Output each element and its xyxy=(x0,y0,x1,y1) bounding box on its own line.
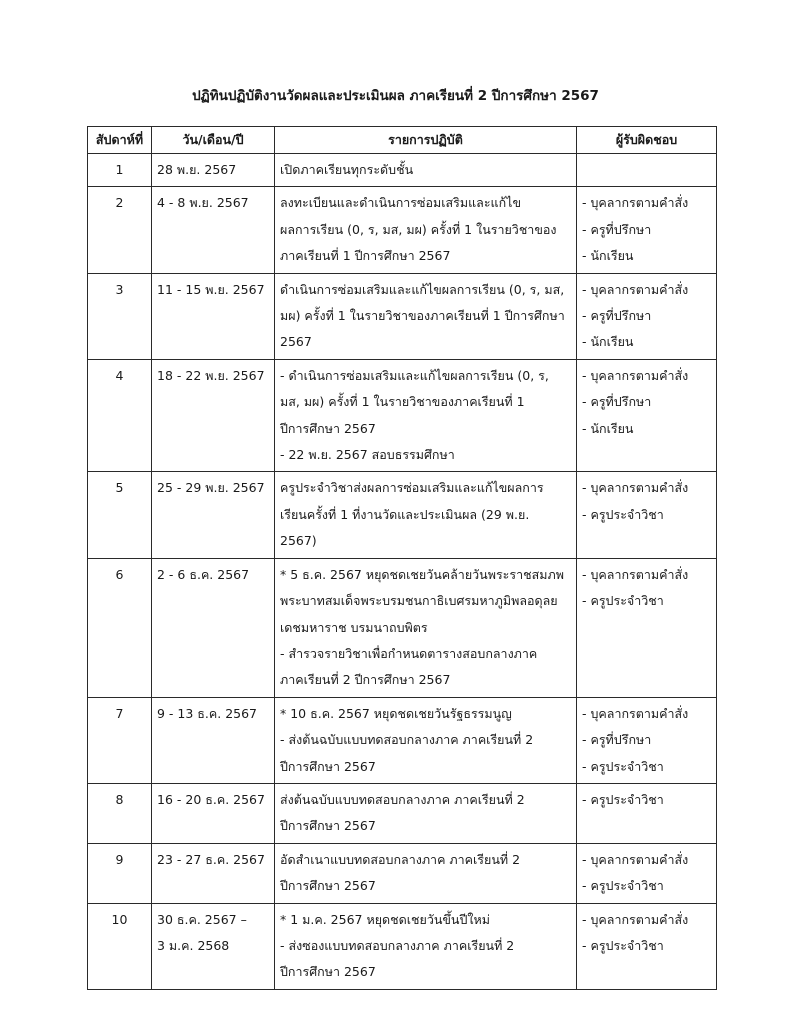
task-line: - สำรวจรายวิชาเพื่อกำหนดตารางสอบกลางภาค xyxy=(280,645,538,661)
task-cell xyxy=(275,903,577,989)
date-cell xyxy=(152,783,275,843)
task-line: พระบาทสมเด็จพระบรมชนกาธิเบศรมหาภูมิพลอดุลย xyxy=(280,593,558,609)
owner-line: - บุคลากรตามคำสั่ง xyxy=(582,566,689,582)
task-line: - ดำเนินการซ่อมเสริมและแก้ไขผลการเรียน (0, ร, xyxy=(280,367,549,383)
table-row xyxy=(88,187,717,273)
week-cell: 3 xyxy=(88,273,152,359)
week-cell: 2 xyxy=(88,187,152,273)
task-cell xyxy=(275,783,577,843)
table-body xyxy=(88,154,717,990)
task-cell xyxy=(275,843,577,903)
task-cell xyxy=(275,472,577,558)
owner-cell xyxy=(577,154,717,187)
week-cell: 6 xyxy=(88,558,152,697)
table-row xyxy=(88,273,717,359)
owner-line: - บุคลากรตามคำสั่ง xyxy=(582,911,689,927)
date-cell xyxy=(152,359,275,472)
task-line: 2567) xyxy=(280,533,317,549)
document-title: ปฏิทินปฏิบัติงานวัดผลและประเมินผล ภาคเรียนที่ 2 ปีการศึกษา 2567 xyxy=(192,88,599,104)
owner-cell xyxy=(577,187,717,273)
task-cell xyxy=(275,187,577,273)
week-cell: 5 xyxy=(88,472,152,558)
task-line: ลงทะเบียนและดำเนินการซ่อมเสริมและแก้ไข xyxy=(280,195,521,211)
date-line: 4 - 8 พ.ย. 2567 xyxy=(157,195,249,211)
owner-line: - บุคลากรตามคำสั่ง xyxy=(582,367,689,383)
owner-line: - บุคลากรตามคำสั่ง xyxy=(582,851,689,867)
task-line: ปีการศึกษา 2567 xyxy=(280,964,376,980)
task-line: อัดสำเนาแบบทดสอบกลางภาค ภาคเรียนที่ 2 xyxy=(280,851,521,867)
schedule-table xyxy=(87,126,717,990)
task-line: ภาคเรียนที่ 1 ปีการศึกษา 2567 xyxy=(280,248,451,264)
date-cell xyxy=(152,903,275,989)
owner-line: - ครูประจำวิชา xyxy=(582,791,664,807)
task-line: ปีการศึกษา 2567 xyxy=(280,420,376,436)
date-cell xyxy=(152,472,275,558)
date-cell xyxy=(152,843,275,903)
week-cell: 10 xyxy=(88,903,152,989)
date-cell xyxy=(152,558,275,697)
owner-line: - ครูที่ปรึกษา xyxy=(582,308,652,324)
date-line: 30 ธ.ค. 2567 – xyxy=(157,911,247,927)
owner-line: - ครูที่ปรึกษา xyxy=(582,221,652,237)
task-cell xyxy=(275,154,577,187)
task-line: เปิดภาคเรียนทุกระดับชั้น xyxy=(280,162,414,177)
date-cell xyxy=(152,154,275,187)
date-line: 25 - 29 พ.ย. 2567 xyxy=(157,480,265,496)
task-line: มส, มผ) ครั้งที่ 1 ในรายวิชาของภาคเรียนที่ 1 xyxy=(280,394,525,410)
owner-line: - นักเรียน xyxy=(582,420,634,436)
date-line: 9 - 13 ธ.ค. 2567 xyxy=(157,705,258,721)
owner-line: - นักเรียน xyxy=(582,248,634,264)
task-line: ครูประจำวิชาส่งผลการซ่อมเสริมและแก้ไขผลการ xyxy=(280,480,544,496)
owner-line: - ครูที่ปรึกษา xyxy=(582,394,652,410)
owner-cell xyxy=(577,558,717,697)
owner-cell xyxy=(577,843,717,903)
task-cell xyxy=(275,558,577,697)
owner-line: - บุคลากรตามคำสั่ง xyxy=(582,480,689,496)
owner-line: - บุคลากรตามคำสั่ง xyxy=(582,705,689,721)
task-line: ภาคเรียนที่ 2 ปีการศึกษา 2567 xyxy=(280,672,451,688)
task-line: มผ) ครั้งที่ 1 ในรายวิชาของภาคเรียนที่ 1 ปีการศึกษา xyxy=(280,308,565,324)
date-line: 16 - 20 ธ.ค. 2567 xyxy=(157,791,265,807)
table-row xyxy=(88,697,717,783)
task-line: * 5 ธ.ค. 2567 หยุดชดเชยวันคล้ายวันพระราชสมภพ xyxy=(280,566,564,582)
task-line: - 22 พ.ย. 2567 สอบธรรมศึกษา xyxy=(280,447,455,463)
task-line: - ส่งซองแบบทดสอบกลางภาค ภาคเรียนที่ 2 xyxy=(280,937,515,953)
task-cell xyxy=(275,697,577,783)
task-line: ส่งต้นฉบับแบบทดสอบกลางภาค ภาคเรียนที่ 2 xyxy=(280,791,525,807)
owner-cell xyxy=(577,359,717,472)
header-week: สัปดาห์ที่ xyxy=(88,127,152,154)
table-row xyxy=(88,843,717,903)
date-line: 18 - 22 พ.ย. 2567 xyxy=(157,367,265,383)
date-line: 11 - 15 พ.ย. 2567 xyxy=(157,281,265,297)
task-line: - ส่งต้นฉบับแบบทดสอบกลางภาค ภาคเรียนที่ 2 xyxy=(280,732,534,748)
task-cell xyxy=(275,273,577,359)
task-line: ปีการศึกษา 2567 xyxy=(280,818,376,834)
owner-line: - ครูที่ปรึกษา xyxy=(582,732,652,748)
task-cell xyxy=(275,359,577,472)
table-row xyxy=(88,783,717,843)
table-row xyxy=(88,154,717,187)
table-row xyxy=(88,359,717,472)
header-owner: ผู้รับผิดชอบ xyxy=(577,127,717,154)
task-line: * 10 ธ.ค. 2567 หยุดชดเชยวันรัฐธรรมนูญ xyxy=(280,705,512,721)
task-line: ปีการศึกษา 2567 xyxy=(280,878,376,894)
owner-line: - บุคลากรตามคำสั่ง xyxy=(582,195,689,211)
owner-cell xyxy=(577,783,717,843)
owner-line: - ครูประจำวิชา xyxy=(582,758,664,774)
owner-cell xyxy=(577,273,717,359)
task-line: ดำเนินการซ่อมเสริมและแก้ไขผลการเรียน (0, ร, มส, xyxy=(280,281,565,297)
owner-cell xyxy=(577,697,717,783)
task-line: เรียนครั้งที่ 1 ที่งานวัดและประเมินผล (29 พ.ย. xyxy=(280,506,530,522)
owner-line: - นักเรียน xyxy=(582,334,634,350)
date-cell xyxy=(152,697,275,783)
owner-line: - ครูประจำวิชา xyxy=(582,937,664,953)
header-task: รายการปฏิบัติ xyxy=(275,127,577,154)
table-row xyxy=(88,558,717,697)
week-cell: 1 xyxy=(88,154,152,187)
header-date: วัน/เดือน/ปี xyxy=(152,127,275,154)
owner-line: - ครูประจำวิชา xyxy=(582,878,664,894)
task-line: ผลการเรียน (0, ร, มส, มผ) ครั้งที่ 1 ในรายวิชาของ xyxy=(280,221,557,237)
owner-line: - บุคลากรตามคำสั่ง xyxy=(582,281,689,297)
task-line: * 1 ม.ค. 2567 หยุดชดเชยวันขึ้นปีใหม่ xyxy=(280,911,490,927)
task-line: 2567 xyxy=(280,334,312,350)
date-line: 23 - 27 ธ.ค. 2567 xyxy=(157,851,265,867)
owner-cell xyxy=(577,903,717,989)
week-cell: 8 xyxy=(88,783,152,843)
owner-line: - ครูประจำวิชา xyxy=(582,593,664,609)
task-line: เดชมหาราช บรมนาถบพิตร xyxy=(280,619,428,635)
date-cell xyxy=(152,187,275,273)
date-line: 2 - 6 ธ.ค. 2567 xyxy=(157,566,250,582)
owner-line: - ครูประจำวิชา xyxy=(582,506,664,522)
table-row xyxy=(88,472,717,558)
task-line: ปีการศึกษา 2567 xyxy=(280,758,376,774)
week-cell: 7 xyxy=(88,697,152,783)
table-row xyxy=(88,903,717,989)
table-header-row xyxy=(88,127,717,154)
week-cell: 9 xyxy=(88,843,152,903)
date-line: 28 พ.ย. 2567 xyxy=(157,162,237,177)
date-cell xyxy=(152,273,275,359)
owner-cell xyxy=(577,472,717,558)
date-line: 3 ม.ค. 2568 xyxy=(157,937,230,953)
week-cell: 4 xyxy=(88,359,152,472)
